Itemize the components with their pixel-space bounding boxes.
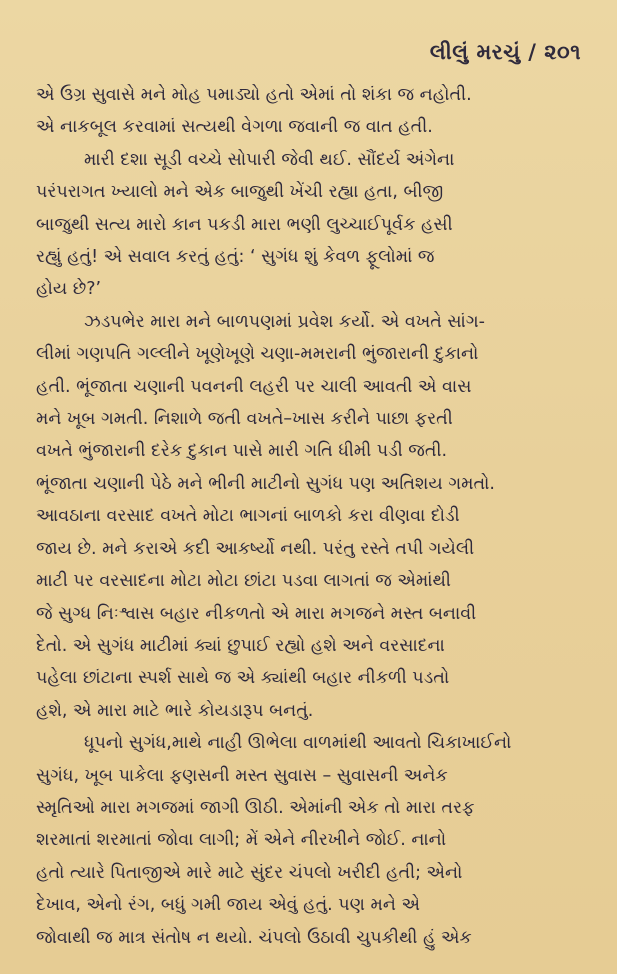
text-line: પરંપરાગત ખ્યાલો મને એક બાજુથી ખેંચી રહ્યા હતા, બીજી [36, 182, 444, 203]
text-line: એ નાકબૂલ કરવામાં સત્યથી વેગળા જવાની જ વાત હતી. [36, 117, 433, 138]
text-line: બાજુથી સત્ય મારો કાન પકડી મારા ભણી લુચ્ચાઈપૂર્વક હસી [36, 214, 453, 235]
text-line: જોવાથી જ માત્ર સંતોષ ન થયો. ચંપલો ઉઠાવી ચુપકીથી હું એક [36, 927, 472, 948]
text-line: શરમાતાં શરમાતાં જોવા લાગી; મેં એને નીરખીને જોઈ. નાનો [36, 830, 447, 851]
text-line: માટી પર વરસાદના મોટા મોટા છાંટા પડવા લાગતાં જ એમાંથી [36, 571, 451, 592]
text-line: જાય છે. મને કરાએ કદી આકર્ષ્યો નથી. પરંતુ રસ્તે તપી ગયેલી [36, 538, 475, 559]
text-line: આવઠાના વરસાદ વખતે મોટા ભાગનાં બાળકો કરા વીણવા દોડી [36, 506, 460, 527]
text-line: ભૂંજાતા ચણાની પેઠે મને ભીની માટીનો સુગંધ પણ અતિશય ગમતો. [36, 473, 495, 494]
text-line: ઝડપભેર મારા મને બાળપણમાં પ્રવેશ કર્યો. એ વખતે સાંગ- [84, 311, 485, 332]
text-line: મારી દશા સૂડી વચ્ચે સોપારી જેવી થઈ. સૌંદર્ય અંગેના [84, 149, 455, 170]
paragraph-4 [36, 727, 587, 954]
paragraph-3 [36, 306, 587, 727]
text-line: હતો ત્યારે પિતાજીએ મારે માટે સુંદર ચંપલો ખરીદી હતી; એનો [36, 862, 463, 883]
text-line: વખતે ભુંજારાની દરેક દુકાન પાસે મારી ગતિ ધીમી પડી જતી. [36, 441, 448, 462]
text-line: સ્મૃતિઓ મારા મગજમાં જાગી ઊઠી. એમાંની એક તો મારા તરફ [36, 797, 475, 818]
text-line: દેખાવ, એનો રંગ, બધું ગમી જાય એવું હતું. પણ મને એ [36, 895, 420, 916]
text-line: ધૂપનો સુગંધ,માથે નાહી ઊભેલા વાળમાંથી આવતો ચિકાખાઈનો [84, 733, 512, 754]
paragraph-2 [36, 144, 587, 306]
running-head: લીલું મરચું / ૨૦૧ [429, 40, 581, 64]
text-line: પહેલા છાંટાના સ્પર્શ સાથે જ એ ક્યાંથી બહાર નીકળી પડતો [36, 668, 450, 689]
text-line: સુગંધ, ખૂબ પાકેલા ફણસની મસ્ત સુવાસ – સુવાસની અનેક [36, 765, 448, 786]
text-line: જે સુગ્ધ નિઃશ્વાસ બહાર નીકળતો એ મારા મગજને મસ્ત બનાવી [36, 603, 477, 624]
paragraph-1 [36, 79, 587, 144]
text-line: લીમાં ગણપતિ ગલ્લીને ખૂણેખૂણે ચણા-મમરાની ભુંજારાની દુકાનો [36, 344, 479, 365]
text-line: દેતો. એ સુગંધ માટીમાં ક્યાં છુપાઈ રહ્યો હશે અને વરસાદના [36, 635, 445, 656]
text-line: મને ખૂબ ગમતી. નિશાળે જતી વખતે–ખાસ કરીને પાછા ફરતી [36, 409, 453, 430]
text-line: એ ઉગ્ર સુવાસે મને મોહ પમાડ્યો હતો એમાં તો શંકા જ નહોતી. [36, 85, 472, 105]
text-line: હશે, એ મારા માટે ભારે કોયડારૂપ બનતું. [36, 700, 314, 721]
text-line: હતી. ભૂંજાતા ચણાની પવનની લહરી પર ચાલી આવતી એ વાસ [36, 376, 472, 397]
text-line: રહ્યું હતું! એ સવાલ કરતું હતું: ‘ સુગંધ શું કેવળ ફૂલોમાં જ [36, 247, 435, 268]
text-line: હોય છે?’ [36, 279, 102, 300]
